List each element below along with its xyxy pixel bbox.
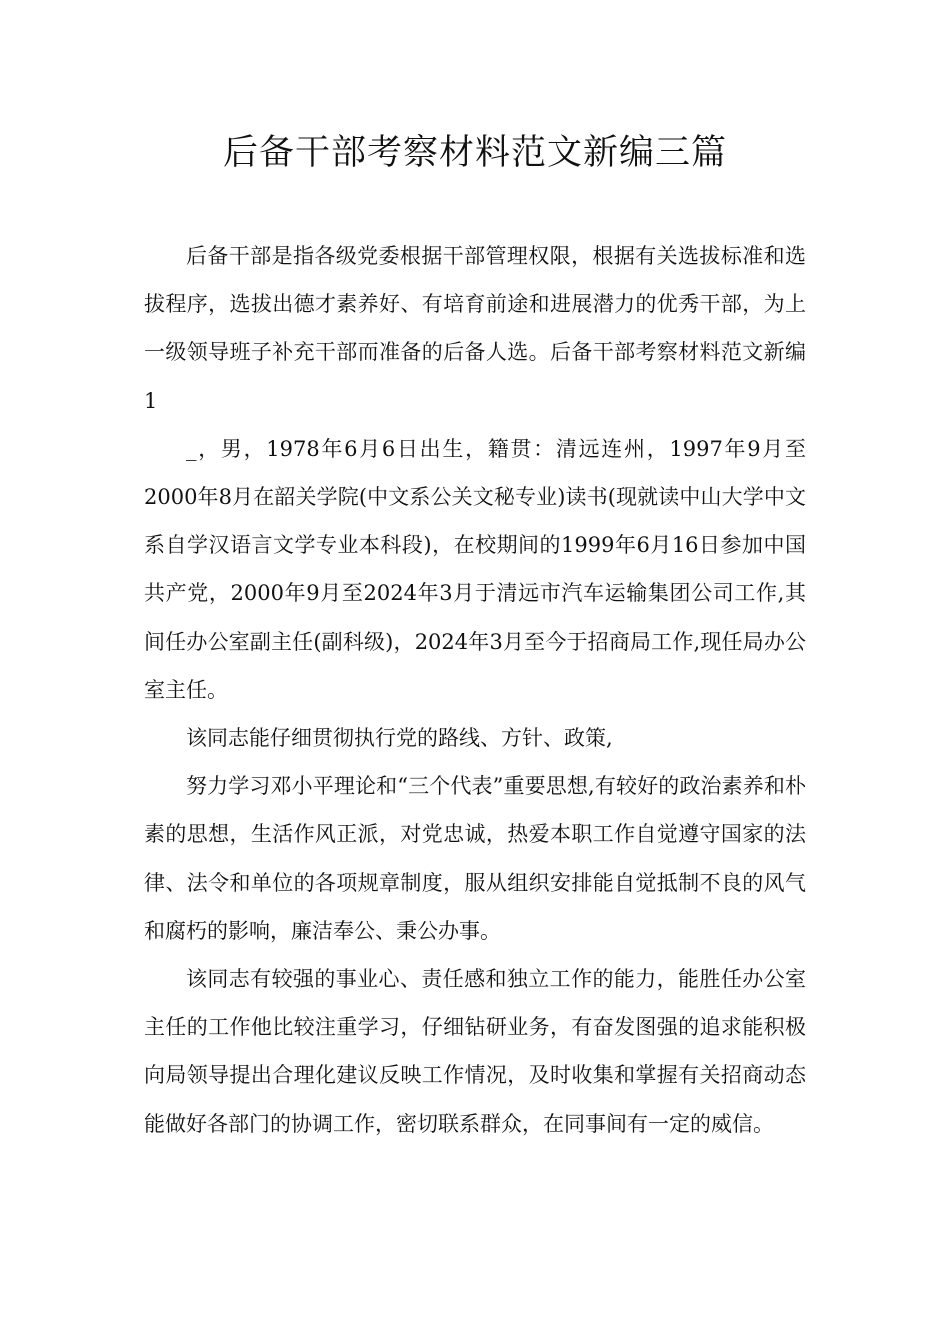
paragraph-intro: 后备干部是指各级党委根据干部管理权限，根据有关选拔标准和选拔程序，选拔出德才素养好、有培育前途和进展潜力的优秀干部，为上一级领导班子补充干部而准备的后备人选。后备干部考察材料范文新编1: [144, 244, 806, 413]
paragraph-policy: 该同志能仔细贯彻执行党的路线、方针、政策,: [186, 726, 613, 751]
paragraph-study: 努力学习邓小平理论和“三个代表”重要思想,有较好的政治素养和朴素的思想，生活作风正派，对党忠诚，热爱本职工作自觉遵守国家的法律、法令和单位的各项规章制度，服从组织安排能自觉抵制不良的风气和腐朽的影响，廉洁奉公、秉公办事。: [144, 774, 806, 943]
document-title: 后备干部考察材料范文新编三篇: [222, 133, 727, 173]
document-body: [144, 232, 806, 1148]
paragraph-profile: _，男，1978年6月6日出生，籍贯：清远连州，1997年9月至2000年8月在韶关学院(中文系公关文秘专业)读书(现就读中山大学中文系自学汉语言文学专业本科段)，在校期间的1999年6月16日参加中国共产党，2000年9月至2024年3月于清远市汽车运输集团公司工作,其间任办公室副主任(副科级)，2024年3月至今于招商局工作,现任局办公室主任。: [144, 436, 806, 702]
paragraph-ability: 该同志有较强的事业心、责任感和独立工作的能力，能胜任办公室主任的工作他比较注重学习，仔细钻研业务，有奋发图强的追求能积极向局领导提出合理化建议反映工作情况，及时收集和掌握有关招商动态能做好各部门的协调工作，密切联系群众，在同事间有一定的威信。: [144, 967, 806, 1136]
